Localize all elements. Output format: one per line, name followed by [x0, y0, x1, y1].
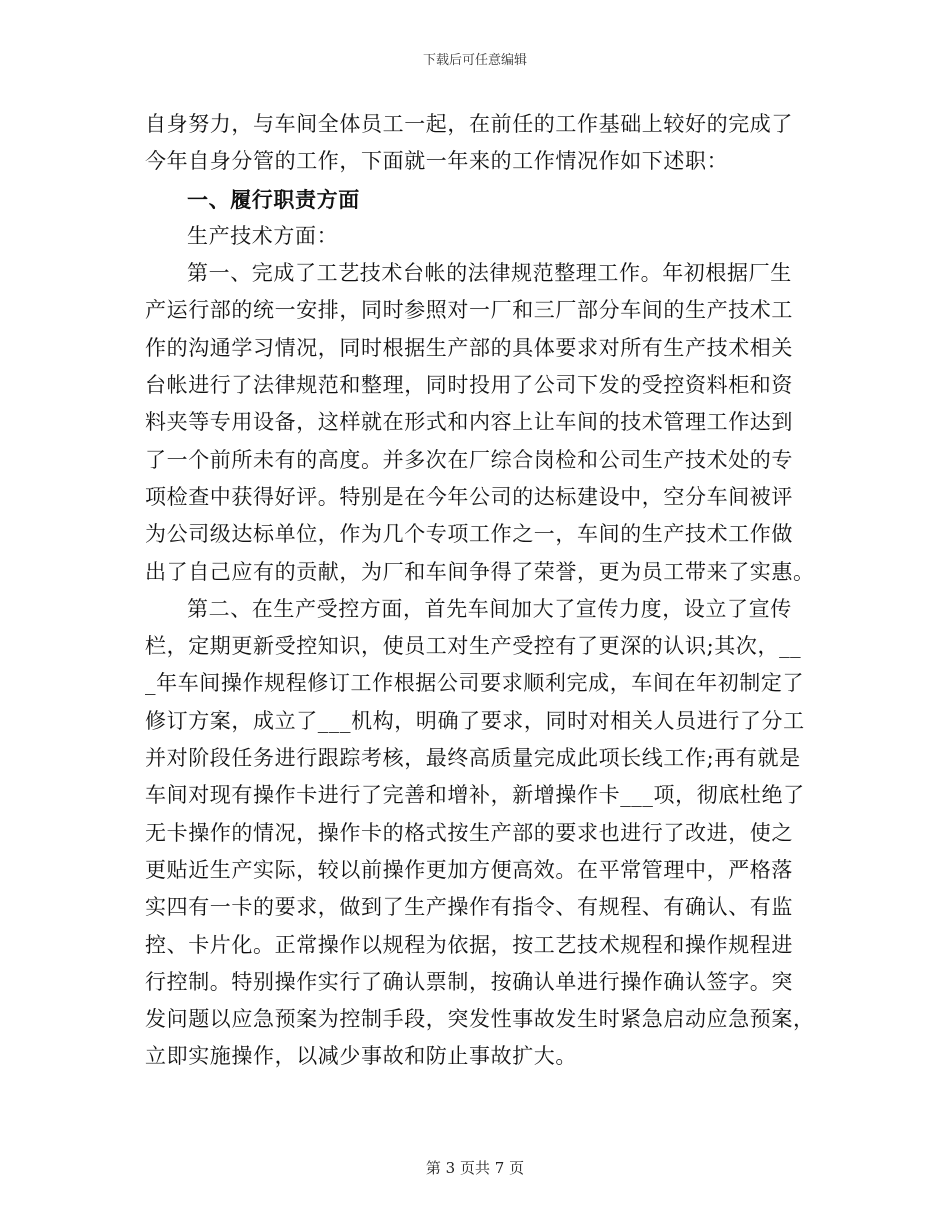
text-line: 实四有一卡的要求，做到了生产操作有指令、有规程、有确认、有监 — [145, 895, 793, 920]
text-line: 产运行部的统一安排，同时参照对一厂和三厂部分车间的生产技术工 — [145, 298, 793, 323]
subsection-label: 生产技术方面： — [187, 223, 339, 248]
text-line: 控、卡片化。正常操作以规程为依据，按工艺技术规程和操作规程进 — [145, 932, 793, 957]
text-line: 项检查中获得好评。特别是在今年公司的达标建设中，空分车间被评 — [145, 484, 793, 509]
text-line: _年车间操作规程修订工作根据公司要求顺利完成，车间在年初制定了 — [145, 671, 805, 696]
text-line: 发问题以应急预案为控制手段，突发性事故发生时紧急启动应急预案， — [145, 1007, 815, 1032]
text-line: 行控制。特别操作实行了确认票制，按确认单进行操作确认签字。突 — [145, 969, 793, 994]
text-line: 了一个前所未有的高度。并多次在厂综合岗检和公司生产技术处的专 — [145, 447, 793, 472]
text-line: 今年自身分管的工作，下面就一年来的工作情况作如下述职： — [145, 149, 729, 174]
document-body — [145, 106, 815, 1076]
text-line: 作的沟通学习情况，同时根据生产部的具体要求对所有生产技术相关 — [145, 335, 793, 360]
page-number: 第 3 页共 7 页 — [425, 1159, 525, 1177]
page-header: 下载后可任意编辑 — [422, 53, 527, 68]
text-line: 栏，定期更新受控知识，使员工对生产受控有了更深的认识;其次，__ — [145, 634, 802, 659]
text-line: 无卡操作的情况，操作卡的格式按生产部的要求也进行了改进，使之 — [145, 820, 793, 845]
text-line: 出了自己应有的贡献，为厂和车间争得了荣誉，更为员工带来了实惠。 — [145, 559, 815, 584]
text-line: 自身努力，与车间全体员工一起，在前任的工作基础上较好的完成了 — [145, 112, 793, 136]
paragraph-start: 第二、在生产受控方面，首先车间加大了宣传力度，设立了宣传 — [187, 596, 792, 621]
text-line: 并对阶段任务进行跟踪考核，最终高质量完成此项长线工作;再有就是 — [145, 746, 801, 771]
text-line: 料夹等专用设备，这样就在形式和内容上让车间的技术管理工作达到 — [145, 410, 793, 435]
section-heading: 一、履行职责方面 — [187, 186, 360, 212]
text-line: 为公司级达标单位，作为几个专项工作之一，车间的生产技术工作做 — [145, 522, 793, 547]
text-line: 立即实施操作，以减少事故和防止事故扩大。 — [145, 1044, 577, 1069]
text-line: 车间对现有操作卡进行了完善和增补，新增操作卡___项，彻底杜绝了 — [145, 783, 805, 808]
text-line: 修订方案，成立了___机构，明确了要求，同时对相关人员进行了分工 — [145, 708, 805, 733]
text-line: 台帐进行了法律规范和整理，同时投用了公司下发的受控资料柜和资 — [145, 373, 793, 398]
text-line: 更贴近生产实际，较以前操作更加方便高效。在平常管理中，严格落 — [145, 857, 793, 882]
paragraph-start: 第一、完成了工艺技术台帐的法律规范整理工作。年初根据厂生 — [187, 261, 792, 286]
